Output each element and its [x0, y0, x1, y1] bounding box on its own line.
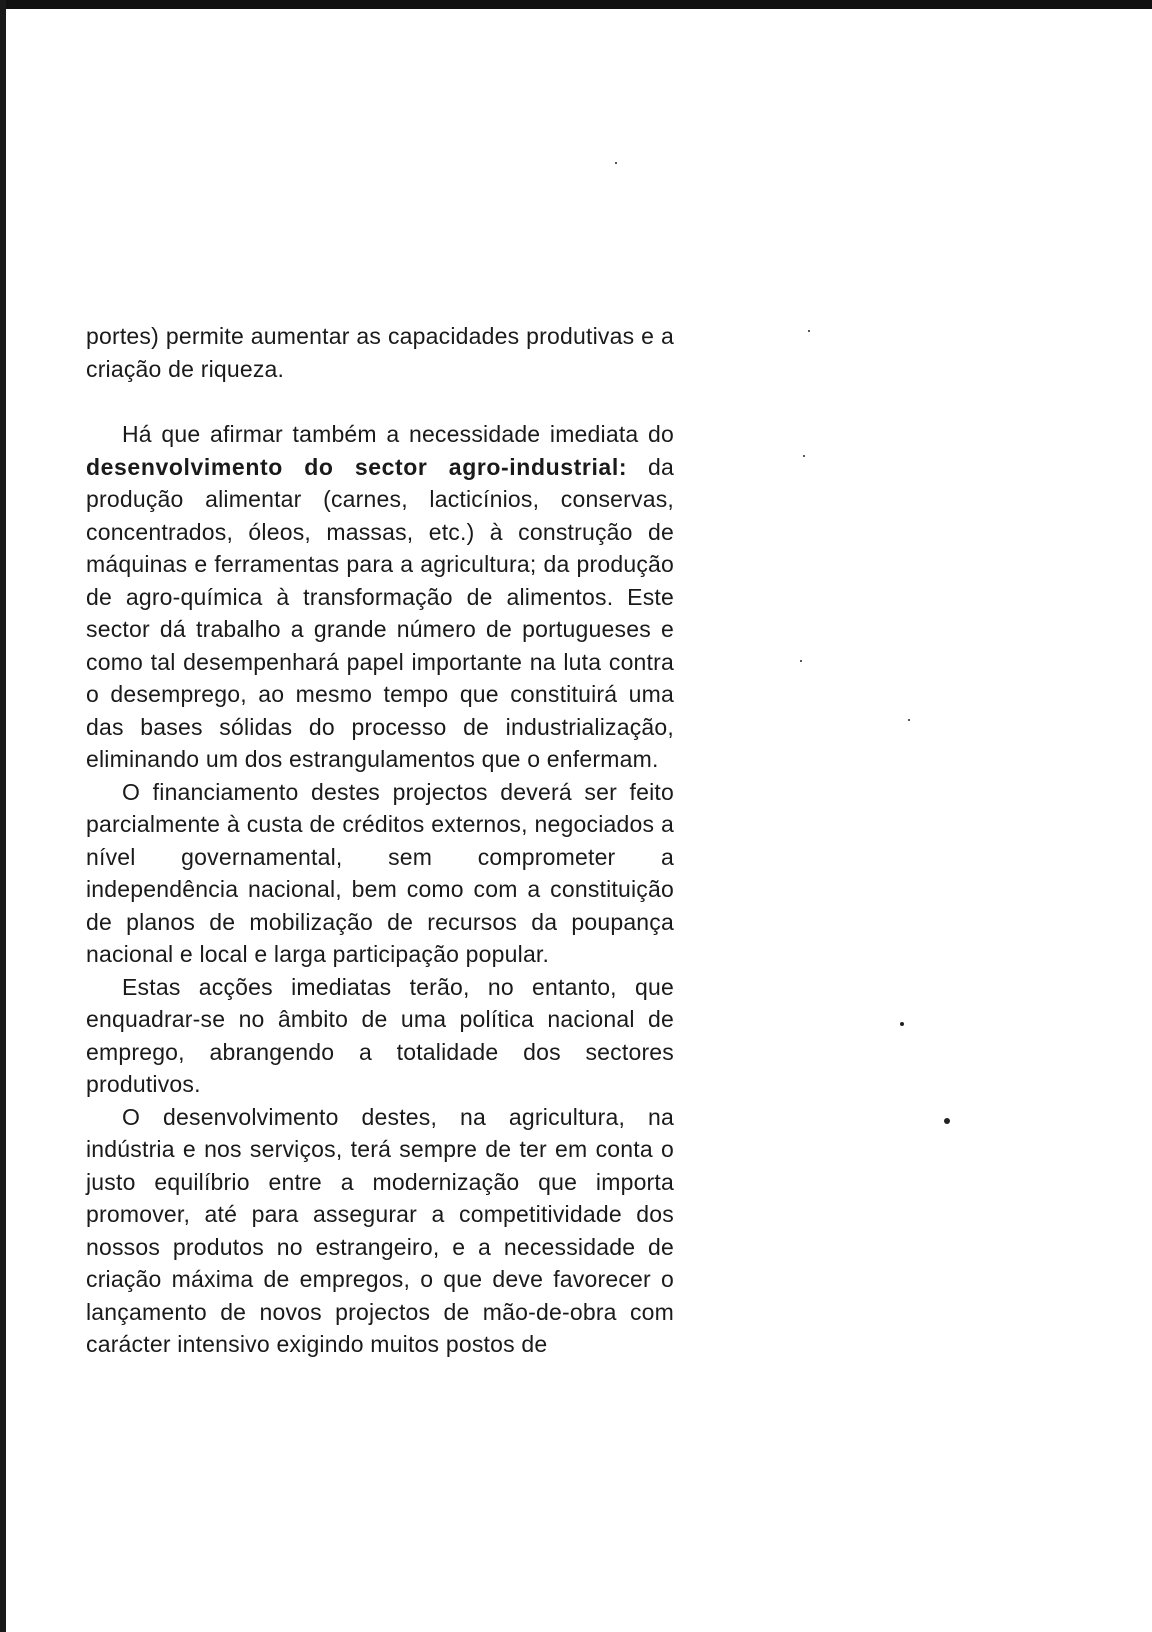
- scan-speck: [900, 1022, 904, 1026]
- scan-speck: [803, 455, 805, 457]
- paragraph-employment-policy: Estas acções imediatas terão, no entanto, que enquadrar-se no âmbito de uma política nacional de emprego, abrangendo a totalidade dos sectores produtivos.: [86, 973, 674, 1097]
- paragraph-development-balance: O desenvolvimento destes, na agricultura, na indústria e nos serviços, terá sempre de ter em conta o justo equilíbrio entre a modernização que importa promover, até para assegurar a competitividade dos nossos produtos no estrangeiro, e a necessidade de criação máxima de empregos, o que deve favorecer o lançamento de novos projectos de mão-de-obra com carácter intensivo exigindo muitos postos de: [86, 1103, 674, 1357]
- paragraph-continuation: portes) permite aumentar as capacidades produtivas e a criação de riqueza.: [86, 323, 674, 382]
- paragraph-agro-industrial-emphasis: desenvolvimento do sector agro-industrial:: [86, 453, 628, 480]
- paragraph-agro-industrial: [86, 418, 674, 776]
- scan-speck: [944, 1118, 950, 1124]
- body-text-column: [86, 320, 674, 1361]
- paragraph-financing: O financiamento destes projectos deverá ser feito parcialmente à custa de créditos externos, negociados a nível governamental, sem comprometer a independência nacional, bem como com a constituição de planos de mobilização de recursos da poupança nacional e local e larga participação popular.: [86, 778, 674, 967]
- scan-speck: [908, 719, 910, 721]
- scan-border-left: [0, 0, 6, 1632]
- paragraph-agro-industrial-rest: da produção alimentar (carnes, lacticínios, conservas, concentrados, óleos, massas, etc.) à construção de máquinas e ferramentas para a agricultura; da produção de agro-química à transformação de alimentos. Este sector dá trabalho a grande número de portugueses e como tal desempenhará papel importante na luta contra o desemprego, ao mesmo tempo que constituirá uma das bases sólidas do processo de industrialização, eliminando um dos estrangulamentos que o enfermam.: [86, 453, 674, 772]
- paragraph-agro-industrial-lead: Há que afirmar também a necessidade imediata do: [122, 421, 674, 447]
- scan-speck: [800, 660, 802, 662]
- scan-speck: [808, 330, 810, 332]
- scan-border-top: [0, 0, 1152, 9]
- scan-speck: [615, 162, 617, 164]
